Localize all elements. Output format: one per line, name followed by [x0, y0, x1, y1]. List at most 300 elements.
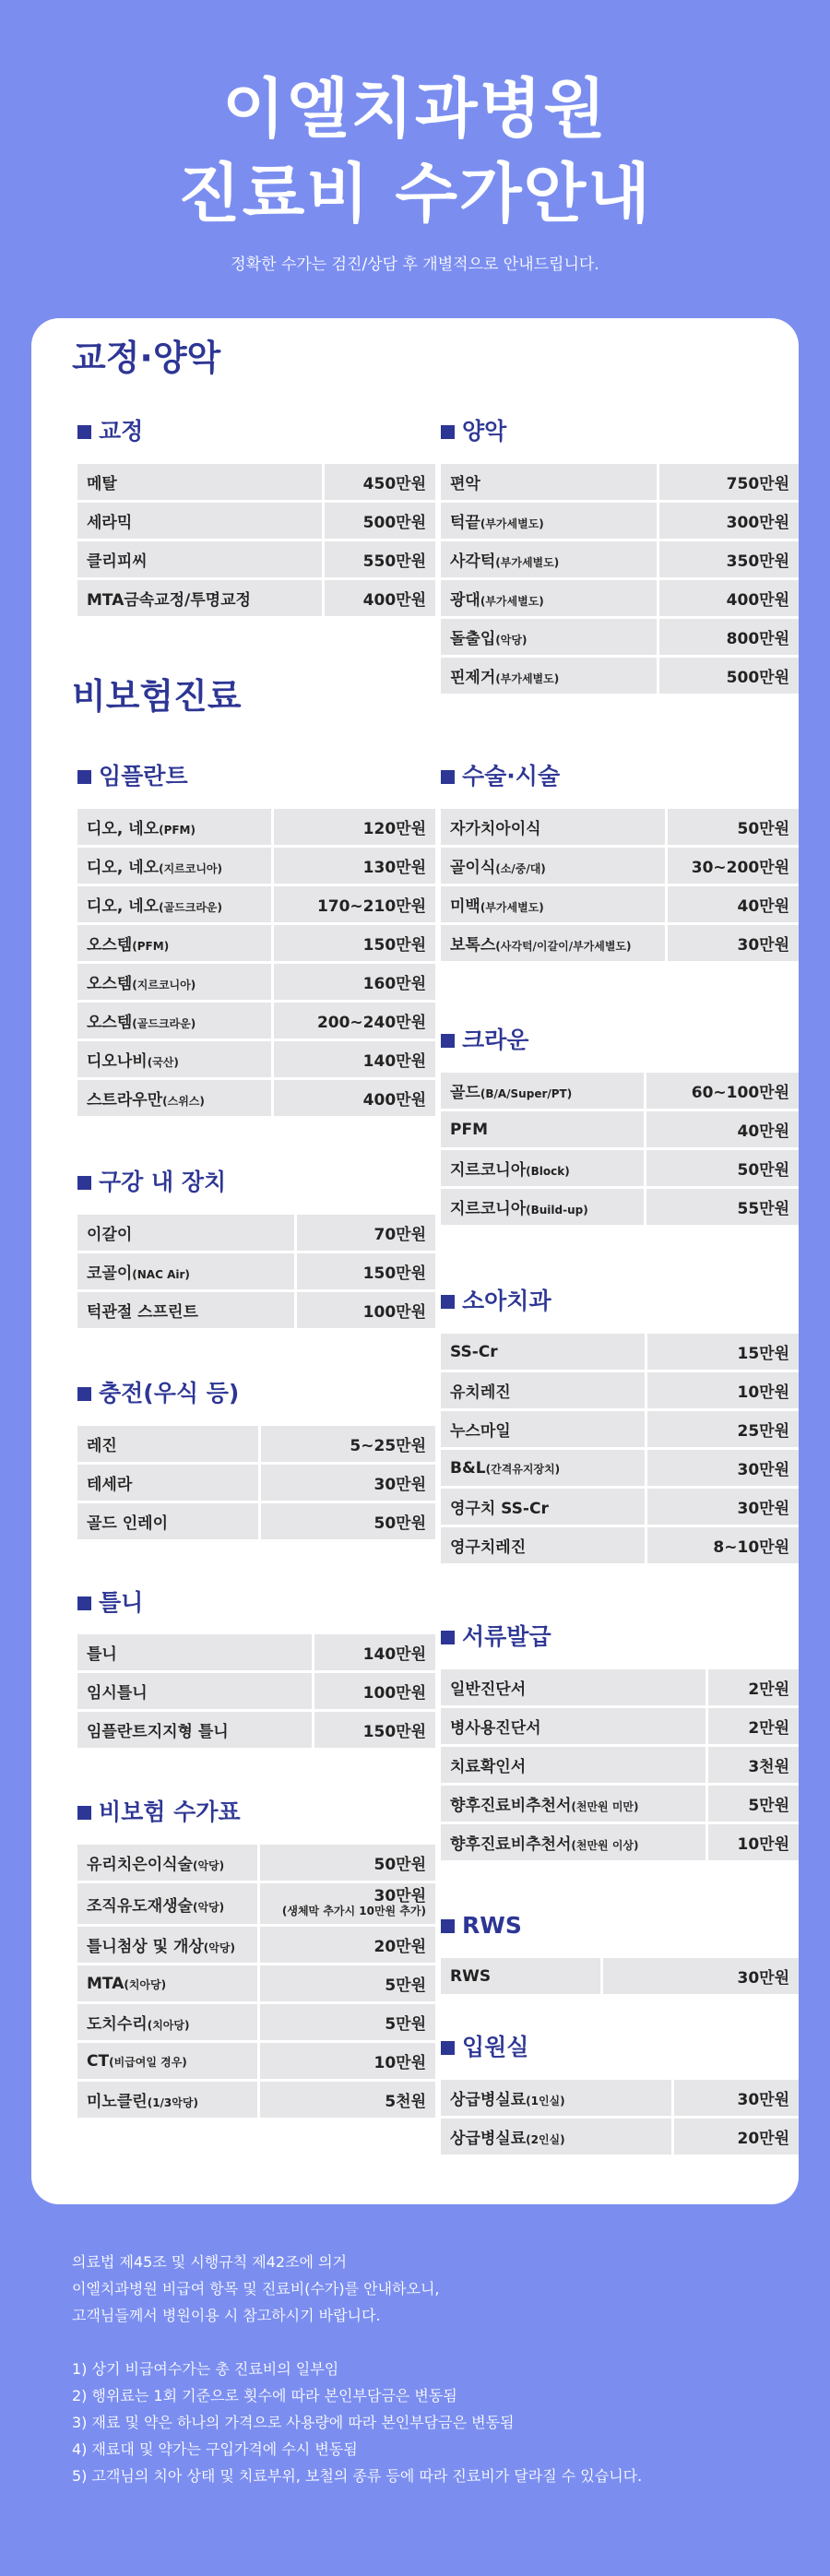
item-cell	[77, 964, 271, 1000]
item-note: (악당)	[495, 634, 528, 647]
price-cell	[257, 1965, 435, 2001]
item-note: (B/A/Super/PT)	[480, 1087, 573, 1100]
item-label: 돌출입	[450, 630, 496, 648]
item-note: (1인실)	[526, 2095, 565, 2107]
price-value: 150만원	[362, 1723, 426, 1741]
footer-line: 의료법 제45조 및 시행규칙 제42조에 의거	[72, 2253, 347, 2271]
price-value: 120만원	[362, 820, 426, 838]
price-cell	[657, 658, 799, 694]
item-cell	[77, 1215, 294, 1251]
item-cell	[77, 1673, 312, 1709]
price-cell	[706, 1824, 799, 1860]
price-value: 400만원	[362, 591, 426, 610]
item-note: (PFM)	[132, 940, 170, 953]
item-cell	[77, 925, 271, 961]
table-row	[77, 2004, 435, 2040]
bullet-square-icon	[441, 1295, 455, 1309]
item-label: RWS	[450, 1966, 492, 1986]
item-cell	[77, 1041, 271, 1077]
price-cell	[645, 1372, 799, 1408]
table-row	[441, 658, 799, 694]
price-cell	[312, 1712, 435, 1748]
item-cell	[441, 1958, 600, 1994]
table-row	[441, 2119, 799, 2155]
item-note: (Block)	[526, 1165, 570, 1178]
price-cell	[257, 2082, 435, 2118]
item-note: (천만원 이상)	[571, 1839, 639, 1852]
item-label: 클리피씨	[87, 552, 148, 571]
item-note: (국산)	[147, 1056, 179, 1069]
item-label: PFM	[450, 1120, 488, 1139]
item-cell	[77, 1883, 257, 1924]
item-cell	[77, 1003, 271, 1039]
item-note: (악당)	[192, 1900, 225, 1914]
price-cell	[671, 2080, 799, 2116]
price-cell	[257, 1927, 435, 1963]
price-value: 30만원	[737, 1500, 789, 1518]
price-value: 5~25만원	[350, 1437, 426, 1455]
price-cell	[706, 1747, 799, 1783]
price-value: 500만원	[362, 514, 426, 532]
price-cell	[706, 1708, 799, 1744]
item-label: 메탈	[87, 475, 117, 493]
table-row	[77, 1845, 435, 1881]
price-value: 50만원	[374, 1856, 426, 1874]
item-label: 턱관절 스프린트	[87, 1303, 198, 1322]
price-value: 40만원	[737, 1122, 789, 1141]
price-value: 20만원	[374, 1938, 426, 1956]
item-label: 틀니첨상 및 개상	[87, 1938, 204, 1956]
group-title-ortho-jaw: 교정·양악	[72, 338, 221, 378]
item-label: 치료확인서	[450, 1758, 527, 1776]
table-row	[441, 1150, 799, 1186]
price-cell	[657, 619, 799, 655]
item-label: 레진	[87, 1437, 117, 1455]
price-cell	[271, 925, 435, 961]
table-row	[441, 1073, 799, 1109]
item-label: 영구치레진	[450, 1538, 527, 1557]
item-cell	[441, 503, 657, 539]
item-cell	[77, 580, 322, 616]
price-value: 10만원	[737, 1383, 789, 1402]
section-title: 임플란트	[99, 763, 188, 789]
item-cell	[77, 1965, 257, 2001]
price-cell	[257, 1883, 435, 1924]
price-cell	[257, 2004, 435, 2040]
price-value: 500만원	[726, 669, 789, 687]
price-value: 400만원	[726, 591, 789, 610]
table-row	[441, 1111, 799, 1147]
item-cell	[441, 1669, 706, 1705]
item-cell	[441, 1527, 645, 1563]
price-value: 140만원	[362, 1645, 426, 1664]
item-cell	[77, 848, 271, 884]
price-cell	[271, 848, 435, 884]
bullet-square-icon	[441, 425, 455, 439]
price-cell	[657, 464, 799, 500]
price-cell	[645, 1527, 799, 1563]
section-title: 비보험 수가표	[99, 1798, 241, 1825]
bullet-square-icon	[77, 1597, 91, 1610]
item-cell	[441, 1824, 706, 1860]
item-cell	[77, 2082, 257, 2118]
table-ortho	[77, 461, 435, 619]
table-row	[77, 464, 435, 500]
item-cell	[77, 1465, 258, 1501]
item-label: 상급병실료	[450, 2091, 527, 2109]
item-label: 오스템	[87, 975, 133, 993]
item-cell	[441, 2119, 671, 2155]
price-value: 30만원	[737, 2091, 789, 2109]
item-label: 일반진단서	[450, 1680, 527, 1699]
section-title: 양악	[462, 418, 507, 445]
price-cell	[644, 1150, 799, 1186]
table-row	[441, 809, 799, 845]
item-note: (NAC Air)	[132, 1268, 190, 1281]
item-label: 지르코니아	[450, 1161, 527, 1180]
section-implant-heading	[77, 762, 188, 791]
price-value: 100만원	[362, 1303, 426, 1322]
item-cell	[77, 809, 271, 845]
table-implant	[77, 806, 435, 1119]
table-pedo	[441, 1331, 799, 1566]
price-cell	[322, 464, 435, 500]
price-value: 5만원	[748, 1797, 789, 1815]
table-row	[441, 1786, 799, 1822]
price-cell	[665, 809, 799, 845]
section-title: RWS	[462, 1912, 522, 1939]
price-cell	[271, 1041, 435, 1077]
table-row	[441, 580, 799, 616]
table-row	[77, 1003, 435, 1039]
footer-line: 4) 재료대 및 약가는 구입가격에 수시 변동됨	[72, 2440, 358, 2458]
table-row	[77, 503, 435, 539]
price-value: 15만원	[737, 1345, 789, 1363]
table-row	[441, 464, 799, 500]
table-row	[441, 1189, 799, 1225]
price-cell	[645, 1411, 799, 1447]
bullet-square-icon	[441, 1919, 455, 1933]
item-cell	[441, 464, 657, 500]
item-cell	[77, 1712, 312, 1748]
price-value: 40만원	[737, 897, 789, 916]
item-note: (1/3악당)	[147, 2096, 198, 2109]
table-row	[77, 1927, 435, 1963]
item-label: 누스마일	[450, 1422, 511, 1441]
title-line-1: 이엘치과병원	[222, 71, 608, 147]
item-note: (사각턱/이갈이/부가세별도)	[495, 940, 632, 953]
price-value: 5천원	[385, 2093, 426, 2111]
table-row	[441, 925, 799, 961]
item-label: 도치수리	[87, 2015, 148, 2034]
table-row	[441, 1527, 799, 1563]
item-label: 틀니	[87, 1645, 117, 1664]
table-surgery	[441, 806, 799, 964]
item-label: 조직유도재생술	[87, 1896, 193, 1916]
price-cell	[257, 1845, 435, 1881]
price-note: (생체막 추가시 10만원 추가)	[281, 1905, 426, 1917]
item-label: 디오나비	[87, 1052, 148, 1071]
table-row	[77, 1673, 435, 1709]
section-title: 입원실	[462, 2034, 529, 2060]
section-noncovered-heading	[77, 1798, 241, 1827]
item-label: 스트라우만	[87, 1091, 163, 1110]
item-label: 핀제거	[450, 669, 496, 687]
item-cell	[77, 1253, 294, 1289]
section-title: 서류발급	[462, 1623, 551, 1650]
price-value: 450만원	[362, 475, 426, 493]
table-row	[441, 619, 799, 655]
item-cell	[441, 619, 657, 655]
bullet-square-icon	[441, 770, 455, 784]
page-subtitle: 정확한 수가는 검진/상담 후 개별적으로 안내드립니다.	[231, 255, 599, 274]
item-note: (천만원 미만)	[571, 1800, 639, 1813]
footer-line: 고객님들께서 병원이용 시 참고하시기 바랍니다.	[72, 2307, 381, 2324]
price-value: 170~210만원	[316, 897, 426, 916]
item-note: (부가세별도)	[495, 556, 560, 569]
price-cell	[271, 809, 435, 845]
price-value: 750만원	[726, 475, 789, 493]
item-cell	[441, 1450, 645, 1486]
item-cell	[77, 1080, 271, 1116]
footer-line: 1) 상기 비급여수가는 총 진료비의 일부임	[72, 2360, 339, 2378]
price-value: 150만원	[362, 936, 426, 955]
table-row	[441, 1747, 799, 1783]
item-label: 테세라	[87, 1476, 133, 1494]
table-jaw	[441, 461, 799, 696]
item-label: 디오, 네오	[87, 859, 160, 877]
item-cell	[77, 1634, 312, 1670]
item-label: 오스템	[87, 936, 133, 955]
price-value: 30만원	[374, 1476, 426, 1494]
item-note: (부가세별도)	[480, 901, 544, 914]
price-cell	[258, 1465, 435, 1501]
item-label: 이갈이	[87, 1226, 133, 1244]
section-denture-heading	[77, 1588, 143, 1618]
item-label: 병사용진단서	[450, 1719, 541, 1738]
table-row	[441, 1708, 799, 1744]
price-cell	[644, 1111, 799, 1147]
price-value: 5만원	[385, 2015, 426, 2034]
price-value: 3천원	[748, 1758, 789, 1776]
table-row	[441, 1958, 799, 1994]
item-cell	[441, 1372, 645, 1408]
page-title	[0, 66, 830, 236]
item-label: MTA금속교정/투명교정	[87, 591, 251, 610]
price-value: 400만원	[362, 1091, 426, 1110]
footer-line: 이엘치과병원 비급여 항목 및 진료비(수가)를 안내하오니,	[72, 2280, 440, 2297]
section-crown-heading	[441, 1026, 528, 1055]
price-cell	[271, 964, 435, 1000]
table-row	[441, 1824, 799, 1860]
item-cell	[77, 1503, 258, 1539]
item-cell	[441, 1411, 645, 1447]
item-label: 골드	[450, 1084, 480, 1102]
table-row	[441, 886, 799, 922]
price-value: 2만원	[748, 1719, 789, 1738]
price-value: 350만원	[726, 552, 789, 571]
section-inpatient-heading	[441, 2033, 528, 2062]
price-cell	[322, 541, 435, 577]
price-value: 60~100만원	[691, 1084, 789, 1102]
item-cell	[441, 1489, 645, 1525]
price-cell	[644, 1189, 799, 1225]
item-note: (부가세별도)	[495, 672, 560, 685]
item-cell	[441, 580, 657, 616]
item-note: (소/중/대)	[495, 862, 546, 875]
table-row	[441, 1669, 799, 1705]
item-label: 디오, 네오	[87, 897, 160, 916]
item-cell	[441, 1111, 644, 1147]
price-value: 50만원	[737, 820, 789, 838]
price-value: 130만원	[362, 859, 426, 877]
price-cell	[271, 886, 435, 922]
item-label: 상급병실료	[450, 2130, 527, 2148]
footer-notice	[72, 2249, 800, 2489]
item-note: (부가세별도)	[480, 595, 544, 608]
item-label: 유치레진	[450, 1383, 511, 1402]
price-value: 30만원	[374, 1887, 426, 1905]
item-cell	[77, 1292, 294, 1328]
item-label: 향후진료비추천서	[450, 1835, 572, 1854]
footer-line	[72, 2329, 800, 2356]
item-label: 유리치은이식술	[87, 1856, 193, 1874]
item-cell	[441, 886, 665, 922]
price-cell	[671, 2119, 799, 2155]
item-label: 보톡스	[450, 936, 496, 955]
price-cell	[665, 848, 799, 884]
price-value: 2만원	[748, 1680, 789, 1699]
item-cell	[77, 464, 322, 500]
section-jaw-heading	[441, 417, 506, 446]
table-row	[441, 1450, 799, 1486]
item-note: (치아당)	[147, 2019, 190, 2032]
price-cell	[294, 1215, 435, 1251]
item-note: (2인실)	[526, 2133, 565, 2146]
item-cell	[441, 848, 665, 884]
price-cell	[665, 886, 799, 922]
item-note: (골드크라운)	[159, 901, 223, 914]
title-line-2: 진료비 수가안내	[178, 156, 652, 231]
price-cell	[312, 1673, 435, 1709]
price-cell	[322, 503, 435, 539]
price-value: 8~10만원	[713, 1538, 789, 1557]
group-title-noncovered: 비보험진료	[72, 676, 242, 717]
item-cell	[77, 1927, 257, 1963]
price-value: 100만원	[362, 1684, 426, 1703]
price-cell	[706, 1786, 799, 1822]
item-note: (비급여일 경우)	[109, 2055, 187, 2069]
item-label: B&L	[450, 1458, 486, 1478]
price-cell	[258, 1426, 435, 1462]
item-cell	[441, 1150, 644, 1186]
item-cell	[77, 503, 322, 539]
price-value: 50만원	[737, 1161, 789, 1180]
price-cell	[645, 1334, 799, 1370]
price-value: 50만원	[374, 1514, 426, 1533]
section-ortho-heading	[77, 417, 143, 446]
item-cell	[441, 1747, 706, 1783]
table-row	[77, 2082, 435, 2118]
price-cell	[644, 1073, 799, 1109]
bullet-square-icon	[77, 1806, 91, 1820]
price-value: 55만원	[737, 1200, 789, 1218]
item-cell	[77, 886, 271, 922]
table-row	[441, 503, 799, 539]
price-cell	[657, 503, 799, 539]
price-cell	[257, 2043, 435, 2079]
bullet-square-icon	[441, 1631, 455, 1644]
price-cell	[665, 925, 799, 961]
table-row	[77, 1426, 435, 1462]
item-note: (지르코니아)	[132, 979, 196, 991]
bullet-square-icon	[77, 770, 91, 784]
item-label: 미백	[450, 897, 480, 916]
bullet-square-icon	[441, 1034, 455, 1048]
table-row	[77, 1253, 435, 1289]
table-row	[441, 1411, 799, 1447]
bullet-square-icon	[77, 1176, 91, 1190]
table-row	[77, 1634, 435, 1670]
section-title: 크라운	[462, 1027, 529, 1053]
item-cell	[441, 658, 657, 694]
item-label: SS-Cr	[450, 1342, 498, 1361]
item-cell	[77, 1426, 258, 1462]
table-row	[441, 1489, 799, 1525]
table-documents	[441, 1667, 799, 1863]
price-value: 300만원	[726, 514, 789, 532]
item-label: 편악	[450, 475, 480, 493]
section-title: 구강 내 장치	[99, 1169, 227, 1195]
item-note: (스위스)	[162, 1095, 205, 1108]
section-title: 소아치과	[462, 1288, 551, 1314]
price-cell	[645, 1450, 799, 1486]
item-label: 턱끝	[450, 514, 480, 532]
table-row	[441, 541, 799, 577]
item-cell	[441, 1073, 644, 1109]
table-row	[77, 848, 435, 884]
item-cell	[441, 1786, 706, 1822]
price-value: 30만원	[737, 1461, 789, 1479]
table-rws	[441, 1955, 799, 1997]
price-value: 550만원	[362, 552, 426, 571]
item-note: (치아당)	[124, 1977, 167, 1991]
price-cell	[294, 1253, 435, 1289]
price-value: 10만원	[737, 1835, 789, 1854]
section-rws-heading	[441, 1911, 522, 1941]
price-cell	[706, 1669, 799, 1705]
section-surgery-heading	[441, 762, 560, 791]
table-row	[77, 964, 435, 1000]
table-filling	[77, 1423, 435, 1542]
table-row	[77, 809, 435, 845]
item-cell	[77, 2043, 257, 2079]
price-value: 160만원	[362, 975, 426, 993]
item-cell	[441, 1189, 644, 1225]
item-note: (골드크라운)	[132, 1017, 196, 1030]
footer-line: 5) 고객님의 치아 상태 및 치료부위, 보철의 종류 등에 따라 진료비가 달라질 수 있습니다.	[72, 2467, 643, 2485]
table-oral-device	[77, 1212, 435, 1331]
table-row	[441, 1372, 799, 1408]
section-title: 교정	[99, 418, 144, 445]
item-label: 광대	[450, 591, 480, 610]
item-label: 골이식	[450, 859, 496, 877]
item-note: (악당)	[192, 1859, 225, 1872]
section-pedo-heading	[441, 1287, 551, 1316]
item-label: 미노클린	[87, 2093, 148, 2111]
item-cell	[441, 1708, 706, 1744]
item-cell	[441, 541, 657, 577]
